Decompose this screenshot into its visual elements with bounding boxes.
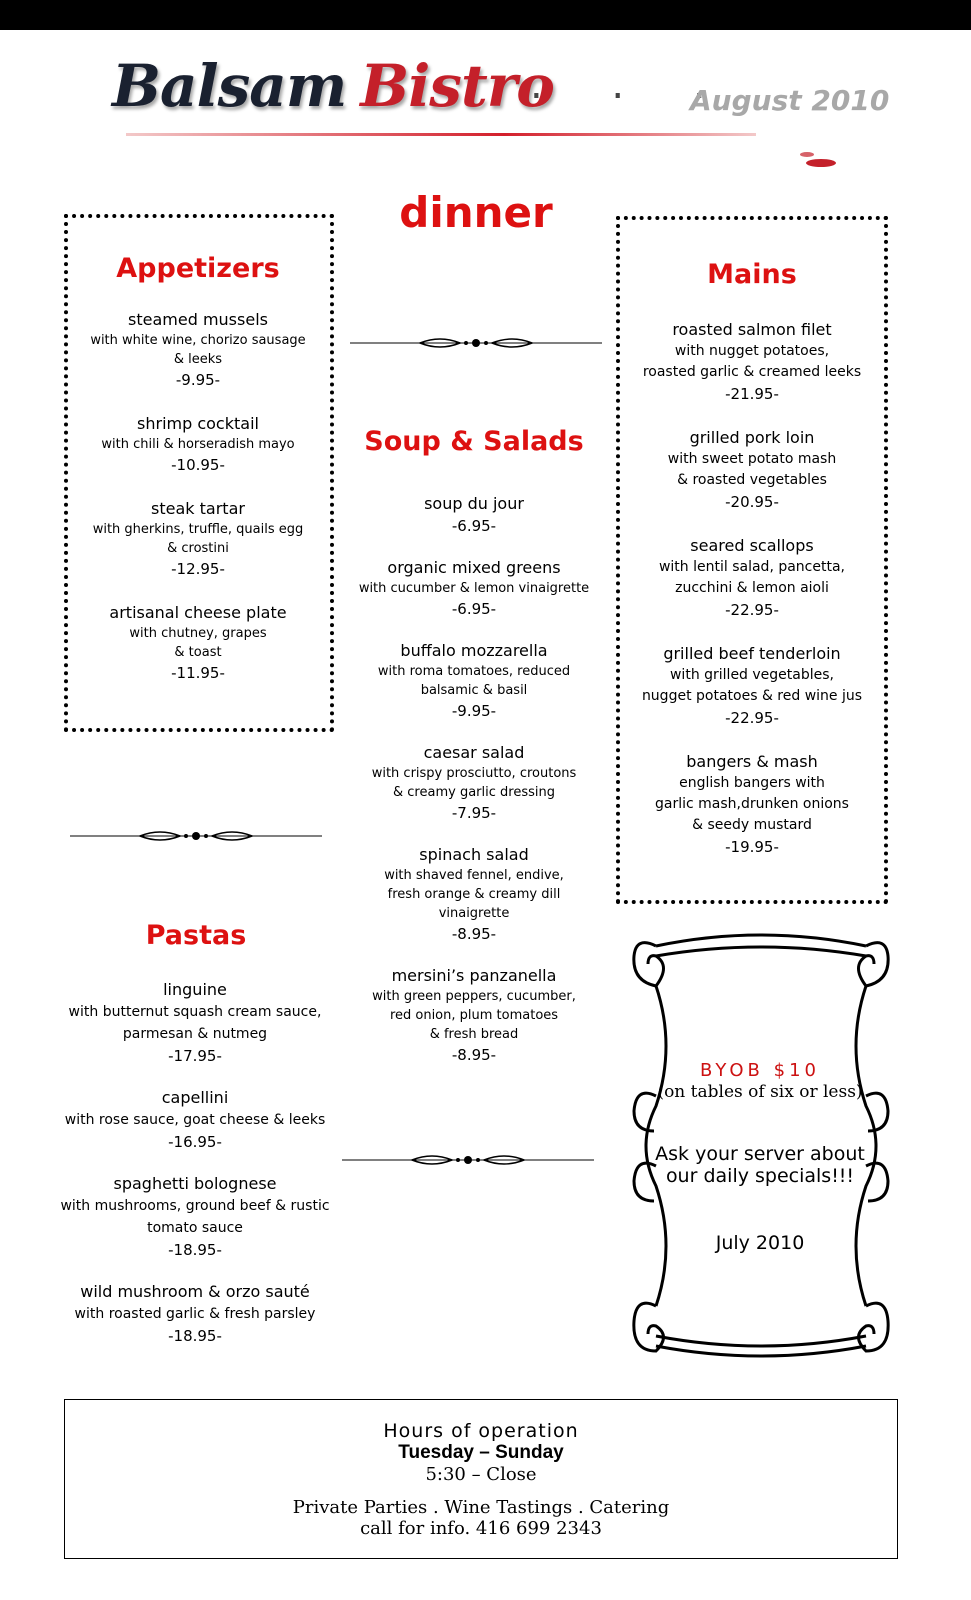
item-name: shrimp cocktail (137, 414, 259, 433)
item-desc: with roma tomatoes, reduced (377, 664, 571, 679)
menu-item (66, 498, 330, 580)
appetizers-list (66, 309, 330, 684)
pastas-list (54, 979, 336, 1347)
item-desc: with lentil salad, pancetta, (658, 559, 846, 575)
byob-note: (on tables of six or less) (657, 1082, 863, 1102)
brand-name-part1: Balsam (112, 52, 347, 120)
item-desc: red onion, plum tomatoes (389, 1008, 559, 1023)
menu-item (352, 640, 596, 722)
menu-item (352, 557, 596, 620)
menu-item (352, 742, 596, 824)
item-desc: with mushrooms, ground beef & rustic (60, 1198, 330, 1214)
hours-time: 5:30 – Close (425, 1464, 537, 1485)
item-name: spaghetti bolognese (113, 1174, 277, 1193)
item-price: -6.95- (451, 600, 497, 618)
hours-label: Hours of operation (383, 1420, 579, 1442)
specials-line-2: our daily specials!!! (665, 1165, 855, 1187)
item-price: -12.95- (171, 560, 225, 578)
item-desc: & crostini (167, 541, 229, 556)
hours-footer (64, 1399, 898, 1559)
menu-item (54, 1087, 336, 1153)
item-desc: with chutney, grapes (129, 626, 267, 641)
brand-logo (112, 52, 554, 120)
top-instruction-bar (0, 0, 971, 52)
byob-label: BYOB $10 (700, 1060, 820, 1081)
item-name: soup du jour (424, 494, 524, 513)
item-price: -20.95- (725, 493, 779, 511)
menu-item (54, 979, 336, 1067)
soups-list (352, 493, 596, 1066)
item-desc: & creamy garlic dressing (393, 785, 555, 800)
item-price: -18.95- (168, 1327, 222, 1345)
item-desc: parmesan & nutmeg (122, 1026, 268, 1042)
appetizers-heading: Appetizers (116, 253, 280, 284)
item-name: steak tartar (151, 499, 245, 518)
item-desc: & leeks (173, 352, 223, 367)
item-desc: english bangers with (679, 775, 825, 791)
menu-item (624, 535, 880, 621)
item-name: capellini (161, 1088, 229, 1107)
item-name: steamed mussels (128, 310, 268, 329)
item-price: -6.95- (451, 517, 497, 535)
item-desc: tomato sauce (147, 1220, 243, 1236)
item-name: mersini’s panzanella (391, 966, 557, 985)
item-desc: zucchini & lemon aioli (675, 580, 829, 596)
item-price: -16.95- (168, 1133, 222, 1151)
ornament-divider-icon (350, 333, 602, 353)
item-price: -18.95- (168, 1241, 222, 1259)
item-price: -9.95- (451, 702, 497, 720)
menu-item (54, 1281, 336, 1347)
menu-item (624, 427, 880, 513)
item-name: bangers & mash (686, 752, 818, 771)
item-price: -8.95- (451, 1046, 497, 1064)
item-name: grilled pork loin (689, 428, 815, 447)
item-name: artisanal cheese plate (109, 603, 287, 622)
item-name: seared scallops (690, 536, 814, 555)
pastas-heading: Pastas (145, 920, 247, 951)
menu-item (66, 309, 330, 391)
item-name: buffalo mozzarella (400, 641, 548, 660)
item-name: organic mixed greens (387, 558, 561, 577)
item-desc: with rose sauce, goat cheese & leeks (64, 1112, 326, 1128)
item-desc: & toast (174, 645, 222, 660)
menu-item (54, 1173, 336, 1261)
menu-item (624, 751, 880, 858)
item-price: -7.95- (451, 804, 497, 822)
item-name: linguine (163, 980, 227, 999)
item-desc: & roasted vegetables (677, 472, 827, 488)
item-price: -22.95- (725, 709, 779, 727)
menu-item (624, 319, 880, 405)
item-desc: balsamic & basil (420, 683, 528, 698)
item-price: -8.95- (451, 925, 497, 943)
menu-title: dinner (399, 188, 553, 237)
item-price: -9.95- (175, 371, 221, 389)
item-price: -11.95- (171, 664, 225, 682)
item-desc: with roasted garlic & fresh parsley (74, 1306, 316, 1322)
item-price: -21.95- (725, 385, 779, 403)
item-desc: with crispy prosciutto, croutons (371, 766, 577, 781)
item-price: -17.95- (168, 1047, 222, 1065)
item-desc: with cucumber & lemon vinaigrette (358, 581, 590, 596)
hours-days: Tuesday – Sunday (398, 1442, 564, 1463)
logo-dots: . . . (530, 62, 734, 108)
item-desc: & seedy mustard (692, 817, 812, 833)
item-price: -10.95- (171, 456, 225, 474)
specials-note (640, 1143, 880, 1187)
item-desc: roasted garlic & creamed leeks (642, 364, 862, 380)
item-desc: garlic mash,drunken onions (655, 796, 849, 812)
item-name: grilled beef tenderloin (663, 644, 841, 663)
menu-item (352, 493, 596, 537)
item-desc: nugget potatoes & red wine jus (641, 688, 863, 704)
menu-item (352, 844, 596, 945)
mains-list (624, 319, 880, 858)
item-desc: & fresh bread (429, 1027, 519, 1042)
item-desc: with sweet potato mash (667, 451, 837, 467)
item-desc: with green peppers, cucumber, (372, 989, 576, 1004)
item-desc: with butternut squash cream sauce, (68, 1004, 322, 1020)
top-instruction-text: use your browsers ‘back’ button to return to the blog. - ‘click’ to enlarge image (60, 32, 931, 52)
item-desc: with nugget potatoes, (674, 343, 830, 359)
item-desc: with shaved fennel, endive, (384, 868, 564, 883)
menu-item (624, 643, 880, 729)
scroll-month: July 2010 (715, 1232, 805, 1254)
item-desc: with gherkins, truffle, quails egg (92, 522, 304, 537)
logo-underline (126, 133, 756, 136)
item-desc: fresh orange & creamy dill (387, 887, 561, 902)
item-name: caesar salad (423, 743, 525, 762)
soups-heading: Soup & Salads (364, 426, 584, 457)
brand-name-part2: Bistro (360, 52, 554, 120)
item-desc: with grilled vegetables, (669, 667, 834, 683)
contact-line: call for info. 416 699 2343 (360, 1518, 602, 1539)
item-price: -19.95- (725, 838, 779, 856)
menu-item (66, 602, 330, 684)
item-name: spinach salad (419, 845, 529, 864)
mains-heading: Mains (707, 259, 797, 290)
item-desc: with white wine, chorizo sausage (90, 333, 306, 348)
menu-item (66, 413, 330, 476)
specials-line-1: Ask your server about (655, 1143, 865, 1165)
menu-date: August 2010 (690, 84, 890, 117)
ornament-divider-icon (342, 1150, 594, 1170)
item-desc: vinaigrette (438, 906, 510, 921)
ornament-divider-icon (70, 826, 322, 846)
item-name: roasted salmon filet (672, 320, 832, 339)
item-price: -22.95- (725, 601, 779, 619)
menu-item (352, 965, 596, 1066)
item-name: wild mushroom & orzo sauté (80, 1282, 310, 1301)
services-line: Private Parties . Wine Tastings . Catering (292, 1497, 670, 1518)
item-desc: with chili & horseradish mayo (101, 437, 295, 452)
